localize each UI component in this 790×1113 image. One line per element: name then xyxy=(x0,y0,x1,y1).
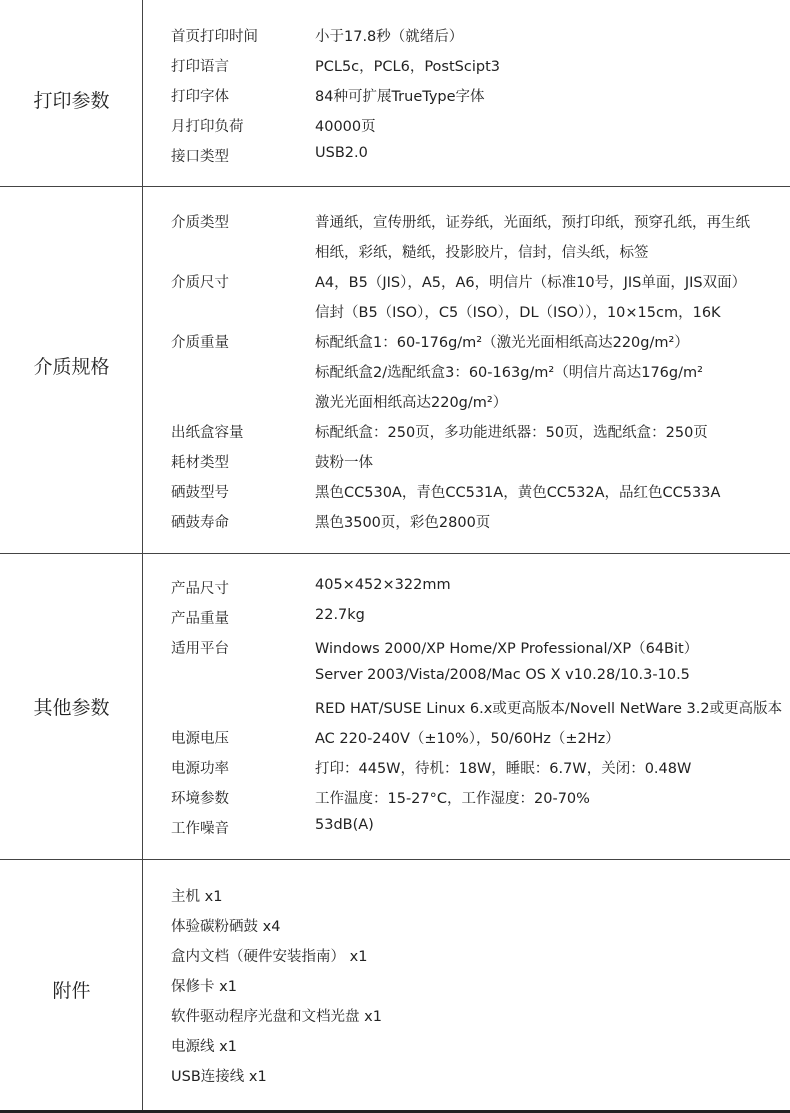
category-cell xyxy=(0,0,143,186)
spec-value: 40000页 xyxy=(315,119,376,135)
category-label: 介质规格 xyxy=(33,356,110,378)
spec-value: 小于17.8秒（就绪后） xyxy=(315,29,464,45)
spec-value: 普通纸，宣传册纸，证券纸，光面纸，预打印纸，预穿孔纸，再生纸 xyxy=(315,215,750,231)
spec-value: PCL5c，PCL6，PostScipt3 xyxy=(315,59,500,75)
spec-section xyxy=(0,186,790,554)
category-label: 附件 xyxy=(52,980,91,1002)
spec-value: 信封（B5（ISO），C5（ISO），DL（ISO）），10×15cm，16K xyxy=(315,305,721,321)
spec-value: 相纸，彩纸，糙纸，投影胶片，信封，信头纸，标签 xyxy=(315,245,649,261)
spec-key: 打印字体 xyxy=(171,89,229,105)
category-label: 其他参数 xyxy=(33,697,110,719)
category-cell xyxy=(0,553,143,859)
spec-value: 工作温度：15-27°C，工作湿度：20-70% xyxy=(315,791,590,807)
spec-value: AC 220-240V（±10%），50/60Hz（±2Hz） xyxy=(315,731,620,747)
spec-value: 标配纸盒2/选配纸盒3：60-163g/m²（明信片高达176g/m² xyxy=(315,365,703,381)
category-label: 打印参数 xyxy=(33,90,110,112)
accessory-item: 保修卡 x1 xyxy=(171,979,237,995)
spec-value: 405×452×322mm xyxy=(315,577,451,593)
accessory-item: 体验碳粉硒鼓 x4 xyxy=(171,919,281,935)
spec-key: 介质类型 xyxy=(171,215,229,231)
spec-section xyxy=(0,553,790,860)
spec-value: 标配纸盒1：60-176g/m²（激光光面相纸高达220g/m²） xyxy=(315,335,689,351)
spec-value: 鼓粉一体 xyxy=(315,455,373,471)
spec-value: A4，B5（JIS），A5，A6，明信片（标准10号，JIS单面，JIS双面） xyxy=(315,275,747,291)
spec-value: 22.7kg xyxy=(315,607,365,623)
spec-section xyxy=(0,0,790,187)
spec-key: 工作噪音 xyxy=(171,821,229,837)
accessory-item: USB连接线 x1 xyxy=(171,1069,267,1085)
spec-key: 介质重量 xyxy=(171,335,229,351)
spec-value: RED HAT/SUSE Linux 6.x或更高版本/Novell NetWare 3.2或更高版本 xyxy=(315,701,783,717)
spec-key: 硒鼓寿命 xyxy=(171,515,229,531)
spec-key: 电源电压 xyxy=(171,731,229,747)
spec-section xyxy=(0,859,790,1113)
spec-value: Windows 2000/XP Home/XP Professional/XP（64Bit） xyxy=(315,641,699,657)
spec-key: 产品尺寸 xyxy=(171,581,229,597)
spec-key: 耗材类型 xyxy=(171,455,229,471)
spec-value: 激光光面相纸高达220g/m²） xyxy=(315,395,508,411)
spec-value: USB2.0 xyxy=(315,145,368,161)
spec-key: 环境参数 xyxy=(171,791,229,807)
spec-value: 打印：445W，待机：18W，睡眠：6.7W，关闭：0.48W xyxy=(315,761,692,777)
spec-value: 标配纸盒：250页，多功能进纸器：50页，选配纸盒：250页 xyxy=(315,425,708,441)
spec-key: 适用平台 xyxy=(171,641,229,657)
spec-key: 接口类型 xyxy=(171,149,229,165)
spec-key: 月打印负荷 xyxy=(171,119,244,135)
spec-key: 首页打印时间 xyxy=(171,29,258,45)
spec-key: 产品重量 xyxy=(171,611,229,627)
accessory-item: 电源线 x1 xyxy=(171,1039,237,1055)
spec-value: 黑色CC530A，青色CC531A，黄色CC532A，品红色CC533A xyxy=(315,485,721,501)
spec-value: Server 2003/Vista/2008/Mac OS X v10.28/10.3-10.5 xyxy=(315,667,690,683)
category-cell xyxy=(0,859,143,1110)
accessory-item: 主机 x1 xyxy=(171,889,223,905)
spec-key: 打印语言 xyxy=(171,59,229,75)
spec-value: 84种可扩展TrueType字体 xyxy=(315,89,485,105)
spec-key: 硒鼓型号 xyxy=(171,485,229,501)
category-cell xyxy=(0,186,143,553)
spec-key: 介质尺寸 xyxy=(171,275,229,291)
spec-value: 53dB(A) xyxy=(315,817,374,833)
accessory-item: 盒内文档（硬件安装指南） x1 xyxy=(171,949,368,965)
spec-key: 电源功率 xyxy=(171,761,229,777)
spec-value: 黑色3500页，彩色2800页 xyxy=(315,515,491,531)
accessory-item: 软件驱动程序光盘和文档光盘 x1 xyxy=(171,1009,382,1025)
spec-key: 出纸盒容量 xyxy=(171,425,244,441)
